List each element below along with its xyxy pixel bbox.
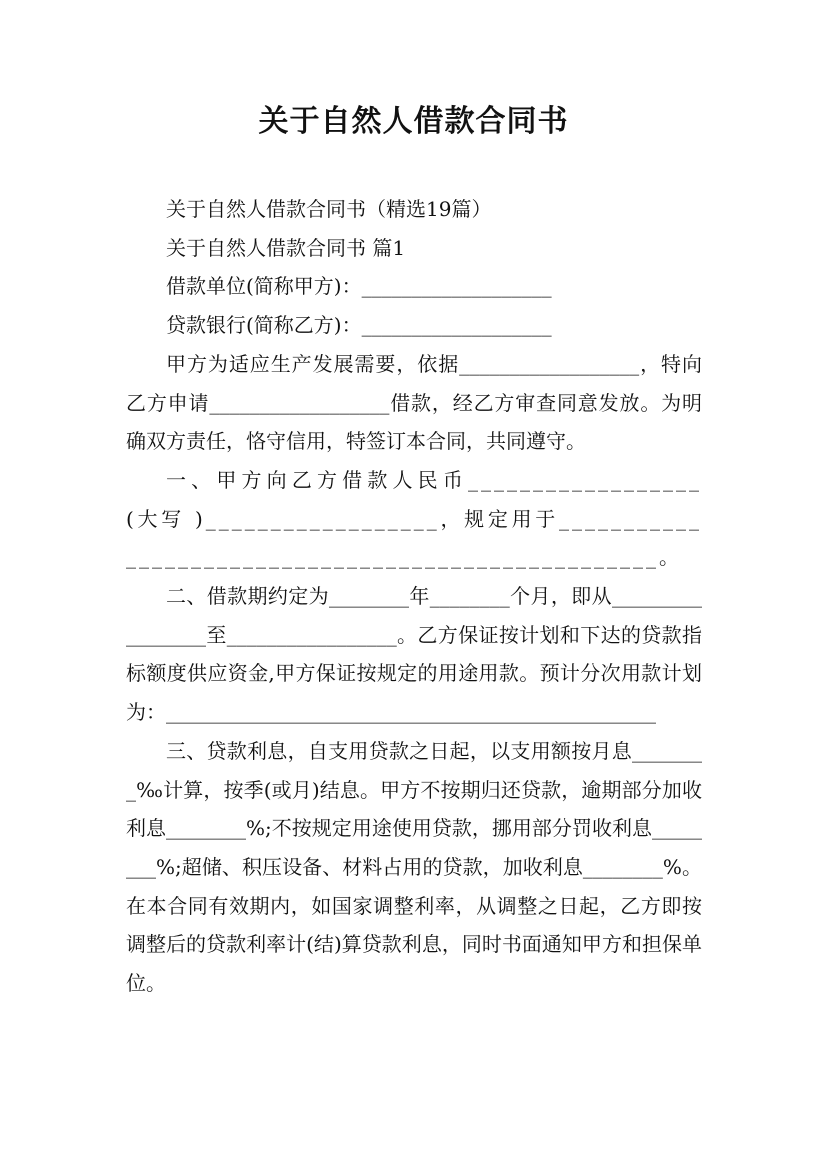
document-title: 关于自然人借款合同书 [258, 104, 569, 139]
paragraph-lender: 贷款银行(简称乙方)：___________________ [166, 313, 552, 338]
paragraph-article-heading: 关于自然人借款合同书 篇1 [166, 235, 406, 260]
paragraph-clause-2: 二、借款期约定为________年________个月，即从_________________至_________________。乙方保证按计划和下达的贷款指标额度供应资金,甲方保证按规定的用途用款。预计分次用款计划为：_________________________________________________ [126, 584, 702, 725]
paragraph-clause-3: 三、贷款利息，自支用贷款之日起，以支用额按月息________‰计算，按季(或月)结息。甲方不按期归还贷款，逾期部分加收利息________%;不按规定用途使用贷款，挪用部分罚收利息________%;超储、积压设备、材料占用的贷款，加收利息________%。在本合同有效期内，如国家调整利率，从调整之日起，乙方即按调整后的贷款利率计(结)算贷款利息，同时书面通知甲方和担保单位。 [126, 738, 702, 996]
document-body [126, 190, 702, 1003]
paragraph-borrower: 借款单位(简称甲方)：___________________ [166, 274, 552, 299]
paragraph-subtitle: 关于自然人借款合同书（精选19篇） [166, 197, 492, 221]
paragraph-clause-1: 一、甲方向乙方借款人民币__________________(大写 )__________________，规定用于____________________________________________________。 [126, 467, 702, 570]
paragraph-preamble: 甲方为适应生产发展需要，依据__________________，特向乙方申请__________________借款，经乙方审查同意发放。为明确双方责任，恪守信用，特签订本合同，共同遵守。 [126, 351, 702, 454]
